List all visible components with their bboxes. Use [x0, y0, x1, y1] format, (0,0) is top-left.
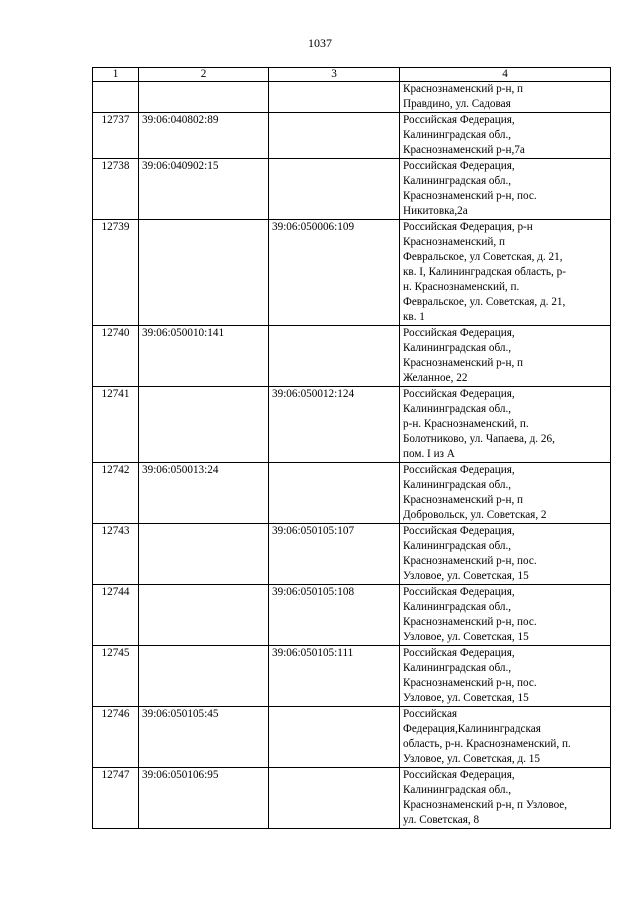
cadastral-number-col3	[269, 82, 400, 113]
row-number: 12746	[93, 707, 139, 768]
cadastral-number-col2	[139, 387, 269, 463]
address-cell: Российская Федерация, Калининградская обл., Краснознаменский р-н, п Добровольск, ул. Советская, 2	[400, 463, 611, 524]
cadastral-number-col3: 39:06:050105:108	[269, 585, 400, 646]
table-row	[93, 707, 611, 768]
cadastral-number-col2	[139, 220, 269, 326]
cadastral-number-col2: 39:06:050106:95	[139, 768, 269, 829]
row-number	[93, 82, 139, 113]
address-cell: Краснознаменский р-н, п Правдино, ул. Садовая	[400, 82, 611, 113]
cadastral-number-col3: 39:06:050006:109	[269, 220, 400, 326]
column-header-2: 2	[139, 68, 269, 82]
address-cell: Российская Федерация, Калининградская обл., Краснознаменский р-н, пос. Узловое, ул. Советская, 15	[400, 524, 611, 585]
row-number: 12741	[93, 387, 139, 463]
row-number: 12743	[93, 524, 139, 585]
cadastral-number-col3: 39:06:050012:124	[269, 387, 400, 463]
table-row	[93, 220, 611, 326]
row-number: 12737	[93, 113, 139, 159]
address-cell: Российская Федерация, Калининградская обл., Краснознаменский р-н, п Желанное, 22	[400, 326, 611, 387]
table-row	[93, 159, 611, 220]
table-row	[93, 646, 611, 707]
address-cell: Российская Федерация, Калининградская обл., Краснознаменский р-н, пос. Узловое, ул. Советская, 15	[400, 646, 611, 707]
row-number: 12744	[93, 585, 139, 646]
row-number: 12739	[93, 220, 139, 326]
cadastral-number-col3	[269, 113, 400, 159]
cadastral-number-col3	[269, 159, 400, 220]
address-cell: Российская Федерация, Калининградская обл., Краснознаменский р-н, пос. Никитовка,2а	[400, 159, 611, 220]
cadastral-number-col2: 39:06:050010:141	[139, 326, 269, 387]
page-number: 1037	[308, 36, 332, 50]
cadastral-number-col3	[269, 463, 400, 524]
table-row	[93, 387, 611, 463]
cadastral-number-col2: 39:06:040802:89	[139, 113, 269, 159]
row-number: 12745	[93, 646, 139, 707]
cadastral-number-col2	[139, 646, 269, 707]
cadastral-number-col3: 39:06:050105:111	[269, 646, 400, 707]
table-row	[93, 82, 611, 113]
row-number: 12747	[93, 768, 139, 829]
cadastral-number-col2: 39:06:040902:15	[139, 159, 269, 220]
cadastral-number-col2	[139, 524, 269, 585]
table-row	[93, 524, 611, 585]
cadastral-number-col3	[269, 326, 400, 387]
table-header-row	[93, 68, 611, 82]
row-number: 12738	[93, 159, 139, 220]
table-row	[93, 585, 611, 646]
address-cell: Российская Федерация, р-н Краснознаменский, п Февральское, ул Советская, д. 21, кв. I, Калининградская область, р- н. Краснознаменский, п. Февральское, ул. Советская, д. 21, кв. 1	[400, 220, 611, 326]
address-cell: Российская Федерация,Калининградская область, р-н. Краснознаменский, п. Узловое, ул. Советская, д. 15	[400, 707, 611, 768]
table-row	[93, 326, 611, 387]
address-cell: Российская Федерация, Калининградская обл., р-н. Краснознаменский, п. Болотниково, ул. Чапаева, д. 26, пом. I из А	[400, 387, 611, 463]
table-row	[93, 463, 611, 524]
cadastral-number-col3: 39:06:050105:107	[269, 524, 400, 585]
cadastral-number-col2: 39:06:050013:24	[139, 463, 269, 524]
row-number: 12742	[93, 463, 139, 524]
table-row	[93, 768, 611, 829]
cadastral-number-col3	[269, 707, 400, 768]
cadastral-number-col2: 39:06:050105:45	[139, 707, 269, 768]
address-cell: Российская Федерация, Калининградская обл., Краснознаменский р-н, п Узловое, ул. Советская, 8	[400, 768, 611, 829]
register-table	[92, 67, 611, 829]
cadastral-number-col3	[269, 768, 400, 829]
row-number: 12740	[93, 326, 139, 387]
address-cell: Российская Федерация, Калининградская обл., Краснознаменский р-н, пос. Узловое, ул. Советская, 15	[400, 585, 611, 646]
cadastral-number-col2	[139, 585, 269, 646]
cadastral-number-col2	[139, 82, 269, 113]
column-header-3: 3	[269, 68, 400, 82]
table-body	[93, 82, 611, 829]
table-row	[93, 113, 611, 159]
column-header-4: 4	[400, 68, 611, 82]
address-cell: Российская Федерация, Калининградская обл., Краснознаменский р-н,7а	[400, 113, 611, 159]
column-header-1: 1	[93, 68, 139, 82]
